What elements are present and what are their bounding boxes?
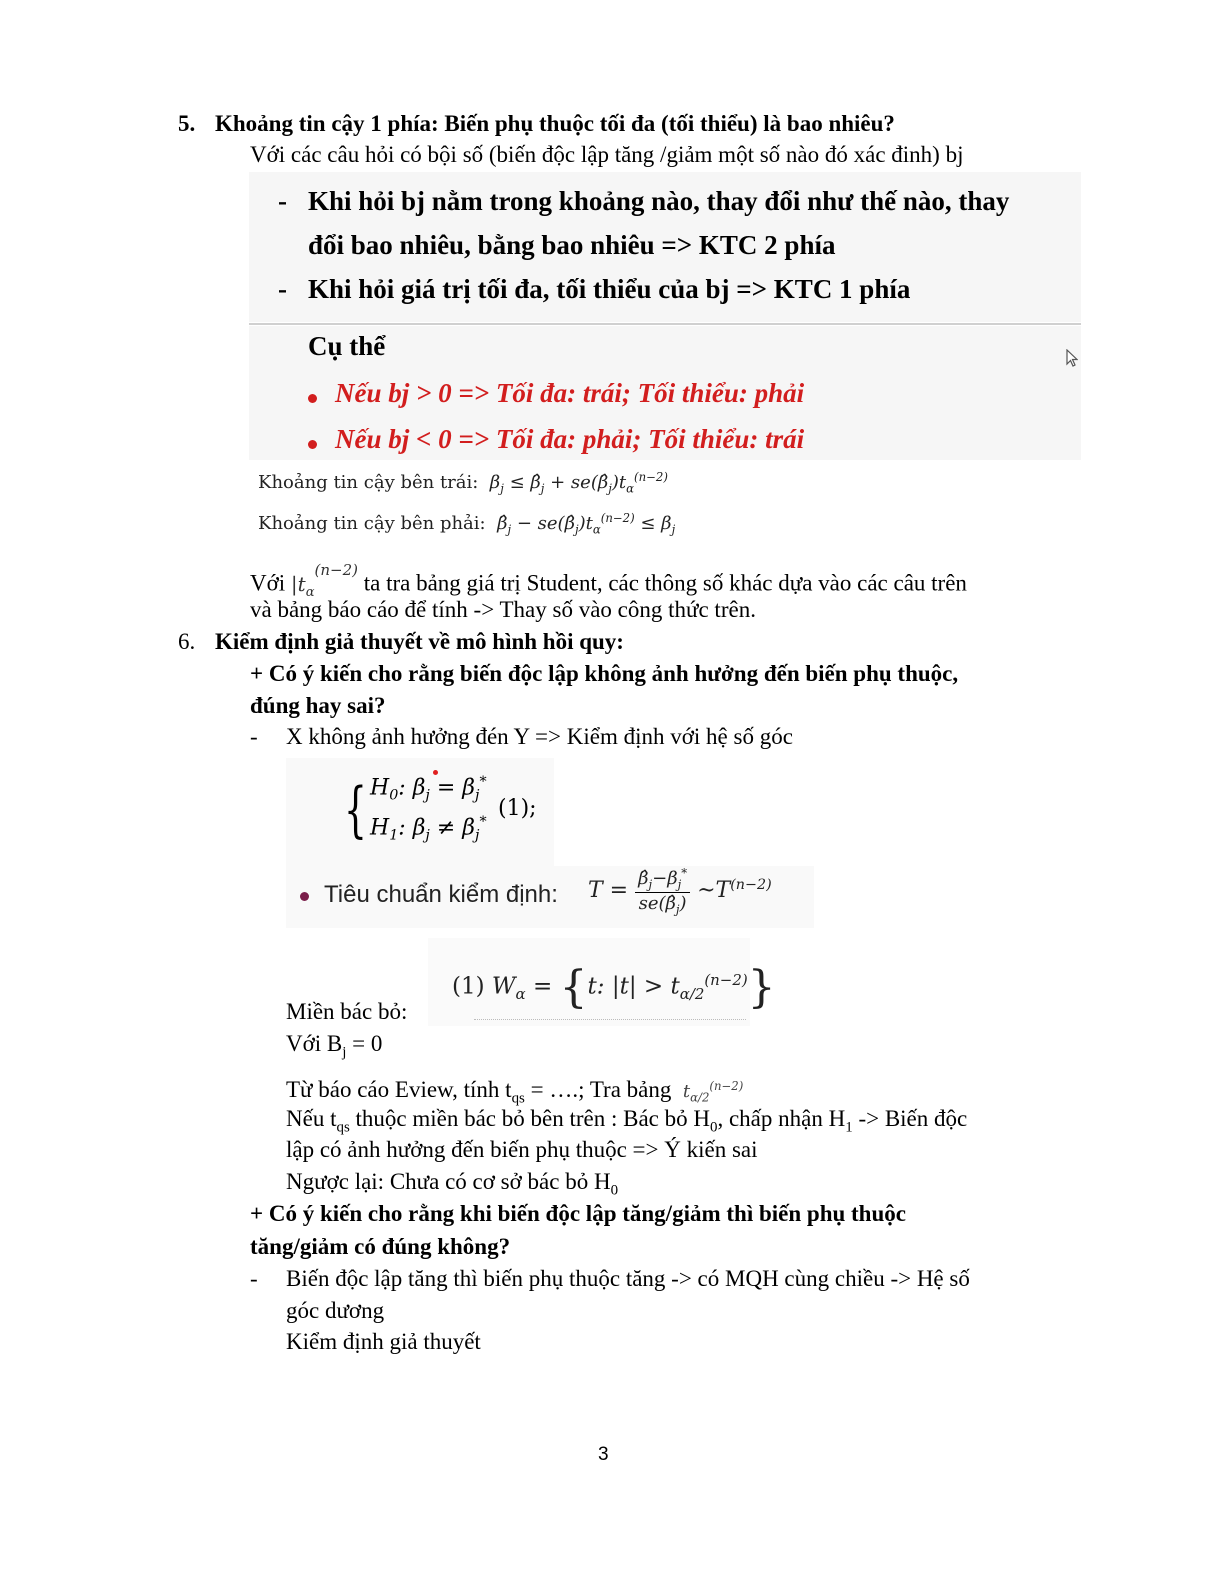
h1-sub: 1 xyxy=(845,1119,853,1136)
ktc-left xyxy=(258,470,668,496)
x-effect-dash: - xyxy=(250,724,258,749)
ktc-right-formula: $\betâ_j$ − $se(\betâ_j)t_\alpha^{(n-2)} \le \beta_j$ xyxy=(491,511,676,537)
with-prefix: Với xyxy=(250,570,286,596)
q1-line1: + Có ý kiến cho rằng biến độc lập không ảnh hưởng đến biến phụ thuộc, xyxy=(250,661,959,686)
cursor-icon xyxy=(1066,349,1078,372)
ktc-left-label: Khoảng tin cậy bên trái: xyxy=(258,472,479,493)
if-text-b: thuộc miền bác bỏ bên trên : Bác bỏ H xyxy=(349,1106,710,1131)
h0-line: $H_0$: $\beta_j = \beta_j^*$ xyxy=(370,774,487,804)
if-line2: lập có ảnh hưởng đến biến phụ thuộc => Ý kiến sai xyxy=(286,1137,758,1162)
q2-ans-line2: góc dương xyxy=(286,1298,385,1323)
section6-heading: Kiểm định giả thuyết về mô hình hồi quy: xyxy=(215,629,624,654)
with-bj xyxy=(286,1028,382,1069)
eview-sub: qs xyxy=(511,1090,525,1107)
section5-number: 5. xyxy=(178,111,196,136)
rule2-text: Khi hỏi giá trị tối đa, tối thiểu của bj => KTC 1 phía xyxy=(308,274,911,304)
with-line2: và bảng báo cáo để tính -> Thay số vào công thức trên. xyxy=(250,597,756,622)
bullet1-text: Nếu bj > 0 => Tối đa: trái; Tối thiểu: phải xyxy=(335,378,805,408)
section5-heading: Khoảng tin cậy 1 phía: Biến phụ thuộc tối đa (tối thiểu) là bao nhiêu? xyxy=(215,111,895,136)
rules-divider xyxy=(249,323,1081,325)
bullet-dot-icon xyxy=(308,440,317,449)
region-underline xyxy=(474,1019,746,1020)
criterion-label: Tiêu chuẩn kiểm định: xyxy=(324,881,558,908)
section5-intro: Với các câu hỏi có bội số (biến độc lập tăng /giảm một số nào đó xác đinh) bj xyxy=(250,142,964,167)
eview-text: Từ báo cáo Eview, tính t xyxy=(286,1077,512,1102)
detail-title: Cụ thể xyxy=(308,331,386,361)
q2-dash: - xyxy=(250,1266,258,1291)
q2-line2: tăng/giảm có đúng không? xyxy=(250,1234,511,1259)
page-number: 3 xyxy=(598,1444,609,1465)
bullet1 xyxy=(308,378,804,409)
with-bj-val: = 0 xyxy=(346,1031,383,1056)
q2-ans-line1: Biến độc lập tăng thì biến phụ thuộc tăng -> có MQH cùng chiều -> Hệ số xyxy=(286,1266,970,1291)
bullet2-text: Nếu bj < 0 => Tối đa: phải; Tối thiểu: trái xyxy=(335,424,805,454)
bullet-dot-icon xyxy=(308,394,317,403)
rule1-dash: - xyxy=(278,186,287,216)
bullet2 xyxy=(308,424,804,455)
x-effect-text: X không ảnh hưởng đén Y => Kiểm định với hệ số góc xyxy=(286,724,793,749)
rule1-line1: Khi hỏi bj nằm trong khoảng nào, thay đổi như thế nào, thay xyxy=(308,186,1010,216)
section6-number: 6. xyxy=(178,629,196,654)
with-bj-text: Với B xyxy=(286,1031,343,1056)
rule1-line2: đổi bao nhiêu, bằng bao nhiêu => KTC 2 phía xyxy=(308,230,836,260)
t-alpha-symbol: $|t_\alpha^{(n-2)}$ xyxy=(290,561,358,600)
region-formula: (1) $W_\alpha = \{t$: $|t| > t_{\alpha/2}^{(n-2)}$} xyxy=(452,962,776,1013)
else-h0-sub: 0 xyxy=(610,1182,619,1199)
ktc-right xyxy=(258,511,675,537)
h1-line: $H_1$: $\beta_j \ne \beta_j^*$ xyxy=(370,814,487,844)
else-text: Ngược lại: Chưa có cơ sở bác bỏ H xyxy=(286,1169,611,1194)
eview-mid: = ….; Tra bảng xyxy=(524,1077,672,1102)
ktc-left-formula: $\beta_j$ ≤ $\betâ_j$ + $se(\betâ_j)t_\alpha^{(n-2)}$ xyxy=(484,470,668,496)
ktc-right-label: Khoảng tin cậy bên phải: xyxy=(258,513,486,534)
q1-line2: đúng hay sai? xyxy=(250,693,386,718)
q2-line1: + Có ý kiến cho rằng khi biến độc lập tăng/giảm thì biến phụ thuộc xyxy=(250,1201,906,1226)
rule2-dash: - xyxy=(278,274,287,304)
if-text-c: , chấp nhận H xyxy=(717,1106,846,1131)
reject-region-label: Miền bác bỏ: xyxy=(286,999,408,1024)
criterion-formula: T = $\frac{\betâ_j-\beta_j^*}{se(\betâ_j)}$ $\sim T^{(n-2)}$ xyxy=(588,866,772,917)
criterion-bullet-icon xyxy=(300,892,309,901)
if-text-sub: qs xyxy=(336,1119,350,1136)
red-dot-icon xyxy=(433,770,438,775)
hyp-tag: (1); xyxy=(498,796,537,821)
if-text-d: -> Biến độc xyxy=(852,1106,968,1131)
brace-icon: { xyxy=(344,775,367,845)
test-hyp: Kiểm định giả thuyết xyxy=(286,1329,481,1354)
with-bj-sub: j xyxy=(342,1044,347,1061)
h0-sub: 0 xyxy=(710,1119,718,1136)
region-tag: (1) xyxy=(452,973,485,1000)
t-table-symbol: $t_{\alpha/2}^{(n-2)}$ xyxy=(677,1079,744,1105)
with-rest: ta tra bảng giá trị Student, các thông số khác dựa vào các câu trên xyxy=(363,570,967,596)
if-text-a: Nếu t xyxy=(286,1106,337,1131)
